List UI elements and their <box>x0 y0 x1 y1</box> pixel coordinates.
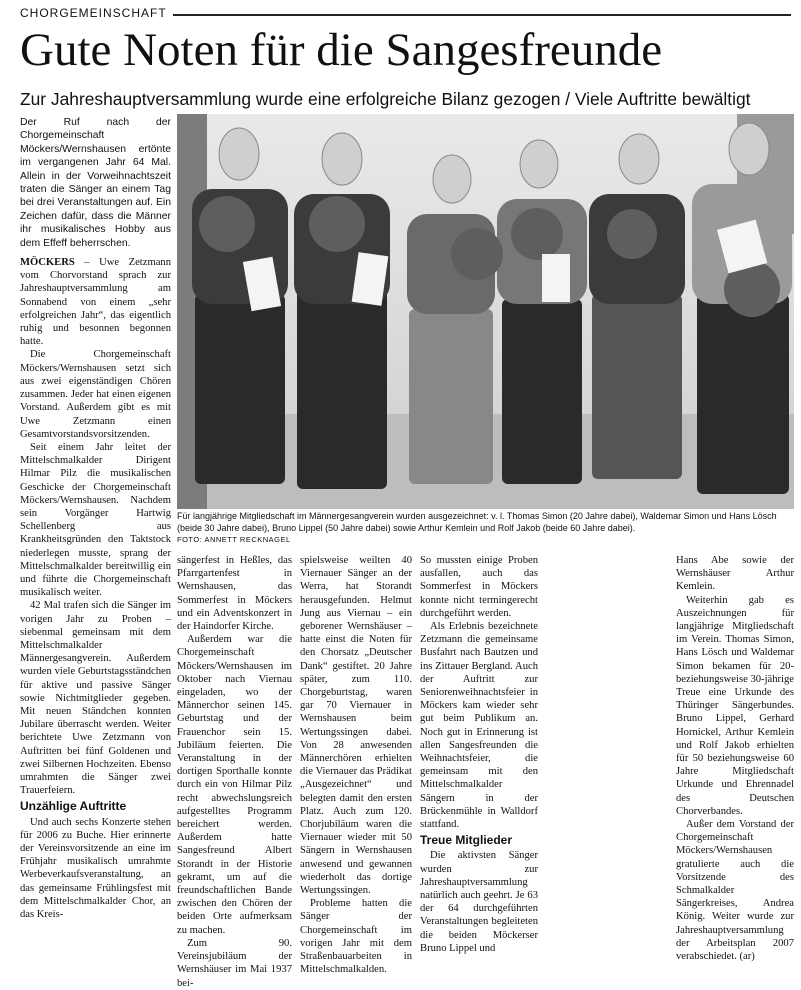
paragraph <box>20 256 171 348</box>
article-column-4 <box>420 554 538 955</box>
section-heading: Treue Mitglieder <box>420 833 513 848</box>
article-column-2 <box>177 554 292 990</box>
article-column-1 <box>20 116 171 921</box>
subheadline: Zur Jahreshauptversammlung wurde eine erfolgreiche Bilanz gezogen / Viele Auftritte bewältigt <box>20 89 751 109</box>
paragraph: Außer dem Vorstand der Chorgemeinschaft Möckers/Wernshausen gratulierte auch die Vorsitzende des Schmalkalder Sängerkreises, Andrea König. Weiter wurde zur Jahreshauptversammlung der Arbeitsplan 2007 verabschiedet. (ar) <box>676 819 794 963</box>
paragraph: Zum 90. Vereinsjubiläum der Wernshäuser im Mai 1937 bei- <box>177 937 292 989</box>
rubric-label: CHORGEMEINSCHAFT <box>20 6 173 20</box>
paragraph: Außerdem war die Chorgemeinschaft Möckers/Wernshausen im Oktober nach Viernau eingeladen, wo der Männerchor seinen 145. Geburtstag und der Frauenchor sein 15. Jubiläum feierten. Die Veranstaltung in der dortigen Sporthalle konnte durch ein von Hilmar Pilz recht abwechslungsreich aufgestelltes Programm bereichert werden. Außerdem hatte Sangesfreund Albert Storandt in der Historie gekramt, um auf die freundschaftlichen Bande zwischen den Chören der beiden Orte aufmerksam zu machen. <box>177 634 292 936</box>
article-column-3 <box>300 554 412 977</box>
paragraph: 42 Mal trafen sich die Sänger im vorigen Jahr zu Proben – siebenmal gemeinsam mit dem Mittelschmalkalder Männergesangverein. Außerdem wurden viele Geburtstagsständchen für aktive und passive Sänger sowie Nichtmitglieder gegeben. Mit neuen Ständchen konnten Jubilare überrascht werden. Weiter berichtete Uwe Zetzmann von Auftritten bei fünf Goldenen und zwei Silbernen Hochzeiten. Ebenso umrahmten die Sänger zwei Trauerfeiern. <box>20 600 171 797</box>
paragraph: Die Chorgemeinschaft Möckers/Wernshausen setzt sich aus zwei eigenständigen Chören zusammen. Jeder hat einen eigenen Vorstand. Außerdem gibt es mit Uwe Zetzmann einen Gesamtvorstandsvorsitzenden. <box>20 349 171 440</box>
photo-illustration <box>177 114 794 509</box>
paragraph: So mussten einige Proben ausfallen, auch das Sommerfest in Möckers konnte nicht termingerecht durchgeführt werden. <box>420 555 538 619</box>
paragraph: Weiterhin gab es Auszeichnungen für langjährige Mitgliedschaft im Verein. Thomas Simon, Hans Lösch und Waldemar Simon bekamen für 20-beziehungsweise 30-jährige Treue eine Urkunde des Thüringer Sängerbundes. Bruno Lippel, Gerhard Hornickel, Arthur Kemlein und Rolf Jakob erhielten für 50 beziehungsweise 60 Jahre Mitgliedschaft Urkunde und Ehrennadel des Deutschen Chorverbandes. <box>676 594 794 817</box>
paragraph: Und auch sechs Konzerte stehen für 2006 zu Buche. Hier erinnerte der Vereinsvorsitzende an eine im Frühjahr musikalisch umrahmte Werbeverkaufsveranstaltung, an das gemeinsame Frühlingsfest mit dem Mittelschmalkalder Chor, an das Kreis- <box>20 816 171 921</box>
headline: Gute Noten für die Sangesfreunde <box>20 24 663 76</box>
paragraph: Die aktivsten Sänger wurden zur Jahreshauptversammlung natürlich auch geehrt. Je 63 der 64 durchgeführten Veranstaltungen begleiteten die beiden Möckerser Bruno Lippel und <box>420 850 538 954</box>
section-heading: Unzählige Auftritte <box>20 799 127 814</box>
paragraph: Seit einem Jahr leitet der Mittelschmalkalder Dirigent Hilmar Pilz die musikalischen Geschicke der Chorgemeinschaft Möckers/Wernshausen. Nachdem sein Vorgänger Hartwig Schellenberg aus Krankheitsgründen den Taktstock niederlegen musste, sprang der Mittelschmalkalder bereitwillig ein und führte die Chorgemeinschaft musikalisch weiter. <box>20 441 171 599</box>
photo-caption <box>177 511 794 546</box>
lead-paragraph: Der Ruf nach der Chorgemeinschaft Möckers/Wernshausen ertönte im vergangenen Jahr 64 Mal. Allein in der Vorweihnachtszeit traten die Sänger an einem Tag bei drei Veranstaltungen auf. Ein Zeichen dafür, dass die Männer ihr musikalisches Hobby aus dem Effeff beherrschen. <box>20 117 171 249</box>
paragraph: Als Erlebnis bezeichnete Zetzmann die gemeinsame Busfahrt nach Bautzen und ins Zittauer Bergland. Auch der Auftritt zur Seniorenweihnachtsfeier in Möckers kam wieder sehr gut beim Publikum an. Noch gut in Erinnerung ist allen Sangesfreunden die Weihnachtsfeier, die gemeinsam mit den Mittelschmalkalder Sängern in der Brückenmühle in Walldorf stattfand. <box>420 621 538 831</box>
paragraph: Hans Abe sowie der Wernshäuser Arthur Kemlein. <box>676 555 794 593</box>
paragraph: sängerfest in Heßles, das Pfarrgartenfest in Wernshausen, das Sommerfest in Möckers und ein Adventskonzert in der Haindorfer Kirche. <box>177 555 292 633</box>
article-column-5 <box>676 554 794 963</box>
paragraph: Probleme hatten die Sänger der Chorgemeinschaft im vorigen Jahr mit dem Straßenbauarbeiten in Mittelschmalkalden. <box>300 898 412 976</box>
photo-credit: FOTO: ANNETT RECKNAGEL <box>177 535 291 544</box>
caption-text: Für langjährige Mitgliedschaft im Männergesangverein wurden ausgezeichnet: v. l. Thomas Simon (20 Jahre dabei), Waldemar Simon und Hans Lösch (beide 30 Jahre dabei), Bruno Lippel (50 Jahre dabei) sowie Arthur Kemlein und Rolf Jakob (beide 60 Jahre dabei). <box>177 511 777 533</box>
paragraph: spielsweise weilten 40 Viernauer Sänger an der Werra, hat Storandt herausgefunden. Helmut Jung aus Viernau – ein geborener Wernshäuser – hatte einst die Noten für den Chorsatz „Deutscher Dank“ gestiftet. 20 Jahre später, zum 110. Chorgeburtstag, waren gar 70 Viernauer in Wernshausen beim Wertungssingen dabei. Von 28 anwesenden Männerchören erhielten die Viernauer das Prädikat „Ausgezeichnet“ und belegten damit den ersten Platz. Auch zum 120. Chorjubiläum waren die Viernauer wieder mit 50 Sängern in Wernshausen anwesend und gewannen wiederholt das dortige Wertungssingen. <box>300 555 412 897</box>
paragraph-text: – Uwe Zetzmann vom Chorvorstand sprach zur Jahreshauptversammlung am Sonnabend von einem „sehr erfolgreichen Jahr“, das eigentlich ruhig und besonnen begonnen hatte. <box>20 257 171 348</box>
dateline: MÖCKERS <box>20 257 75 269</box>
group-photo <box>177 114 794 509</box>
